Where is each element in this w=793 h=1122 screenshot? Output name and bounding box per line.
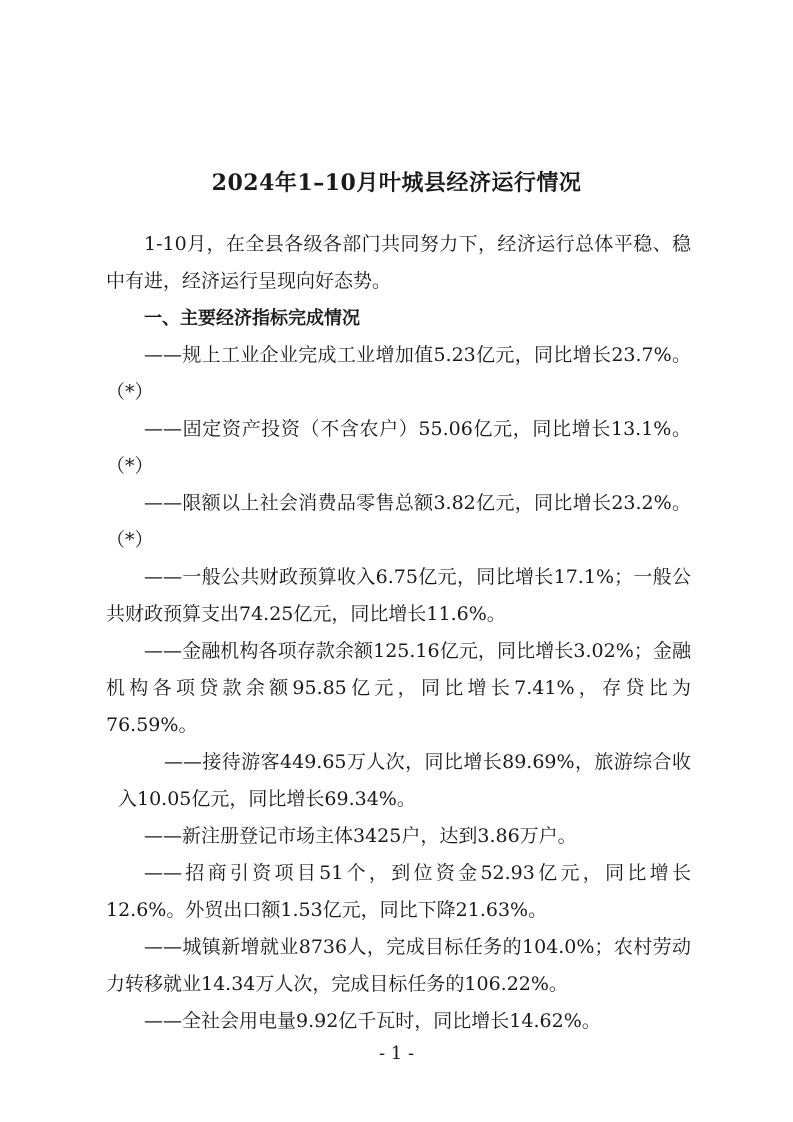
- document-title: 2024年1–10月叶城县经济运行情况: [211, 170, 582, 196]
- indicator-industrial: ——规上工业企业完成工业增加值5.23亿元，同比增长23.7%。（*）: [106, 344, 691, 403]
- indicator-retail-sales: ——限额以上社会消费品零售总额3.82亿元，同比增长23.2%。（*）: [106, 492, 691, 551]
- section-heading: 一、主要经济指标完成情况: [144, 308, 360, 329]
- indicator-electricity: ——全社会用电量9.92亿千瓦时，同比增长14.62%。: [144, 1010, 601, 1032]
- indicator-fixed-investment: ——固定资产投资（不含农户）55.06亿元，同比增长13.1%。（*）: [106, 418, 691, 477]
- indicator-market-entities: ——新注册登记市场主体3425户，达到3.86万户。: [144, 825, 577, 847]
- indicator-tourism: ——接待游客449.65万人次，同比增长89.69%，旅游综合收入10.05亿元，同比增长69.34%。: [118, 751, 691, 810]
- document-body: [106, 226, 691, 1040]
- indicator-fiscal: ——一般公共财政预算收入6.75亿元，同比增长17.1%；一般公共财政预算支出74.25亿元，同比增长11.6%。: [106, 566, 691, 625]
- page-number: - 1 -: [378, 1043, 415, 1064]
- indicator-employment: ——城镇新增就业8736人，完成目标任务的104.0%；农村劳动力转移就业14.34万人次，完成目标任务的106.22%。: [106, 936, 691, 995]
- intro-paragraph: 1-10月，在全县各级各部门共同努力下，经济运行总体平稳、稳中有进，经济运行呈现向好态势。: [106, 233, 691, 292]
- indicator-investment-trade: ——招商引资项目51个，到位资金52.93亿元，同比增长12.6%。外贸出口额1.53亿元，同比下降21.63%。: [106, 862, 691, 921]
- indicator-finance: ——金融机构各项存款余额125.16亿元，同比增长3.02%；金融机构各项贷款余额95.85亿元，同比增长7.41%，存贷比为76.59%。: [106, 640, 691, 736]
